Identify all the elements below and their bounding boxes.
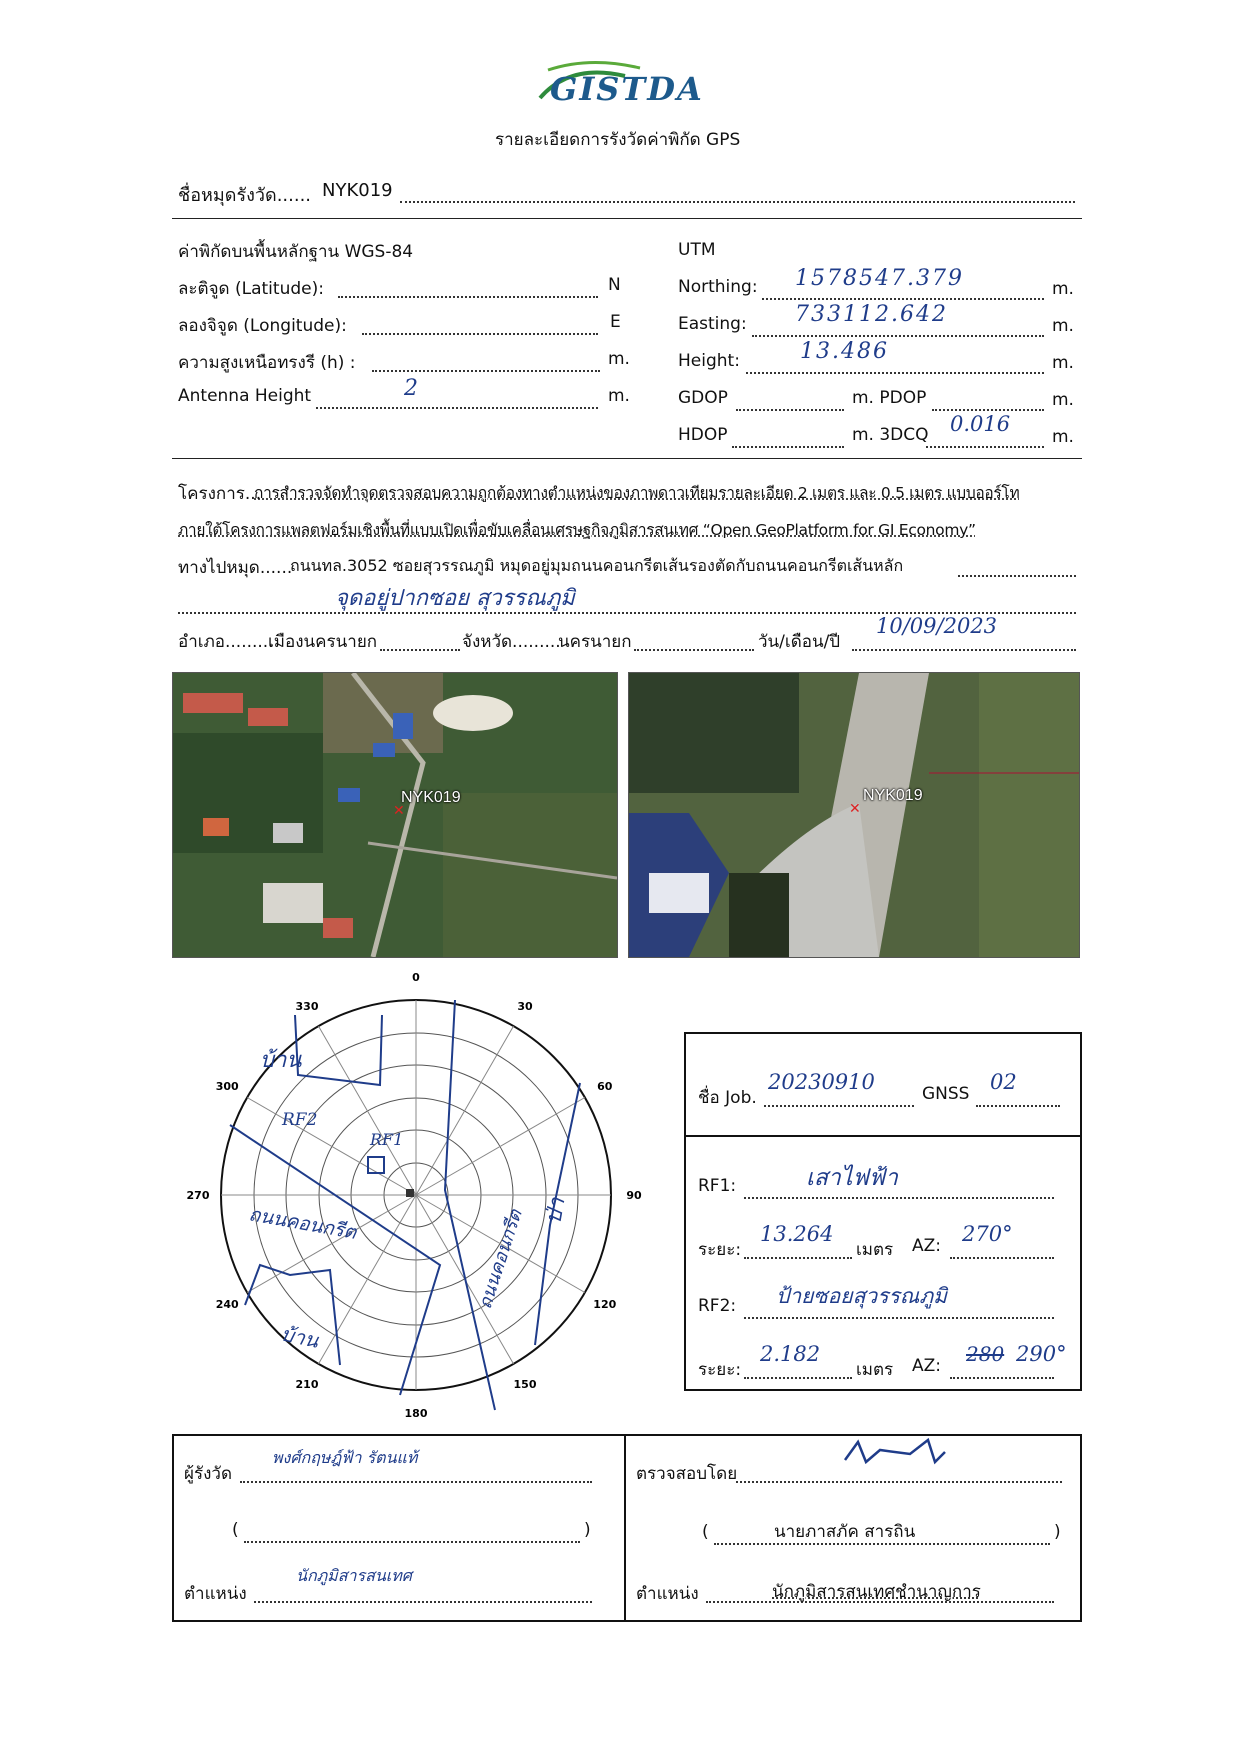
- rf2-az-struck: 280: [966, 1342, 1005, 1366]
- rf2-meter-label: เมตร: [856, 1360, 894, 1380]
- rf1-value: เสาไฟฟ้า: [806, 1165, 898, 1191]
- antenna-field[interactable]: [316, 389, 598, 409]
- checker-signature-icon: [840, 1432, 970, 1472]
- skyplot-angle-label: 270: [186, 1189, 210, 1202]
- easting-unit: m.: [1052, 316, 1074, 336]
- lat-field[interactable]: [338, 278, 598, 298]
- wgs-title: ค่าพิกัดบนพื้นหลักฐาน WGS-84: [178, 242, 414, 262]
- skyplot-hand-rf1: RF1: [370, 1130, 404, 1149]
- skyplot-hand-house-bottom: บ้าน: [278, 1321, 321, 1353]
- dcq-value: 0.016: [950, 412, 1011, 436]
- lon-field[interactable]: [362, 315, 598, 335]
- satellite-pin-label-closeup: NYK019: [863, 787, 923, 804]
- rf1-dist-value: 13.264: [760, 1222, 834, 1246]
- gdop-label: GDOP: [678, 388, 728, 408]
- pin-marker-icon: ✕: [393, 803, 405, 819]
- skyplot-angle-label: 150: [513, 1377, 537, 1391]
- pdop-field[interactable]: [932, 391, 1044, 411]
- skyplot-angle-label: 300: [215, 1080, 239, 1093]
- height-field[interactable]: [746, 354, 1044, 374]
- skyplot-angle-label: 180: [404, 1407, 428, 1420]
- logo-text: GISTDA: [550, 70, 704, 108]
- lat-label: ละติจูด (Latitude):: [178, 279, 324, 299]
- date-label: วัน/เดือน/ปี: [758, 632, 841, 652]
- lon-unit: E: [610, 312, 621, 332]
- logo: [530, 58, 730, 118]
- district-value: เมืองนครนายก: [268, 632, 378, 652]
- satellite-image-closeup: [628, 672, 1080, 958]
- antenna-label: Antenna Height: [178, 386, 312, 406]
- pdop-unit: m.: [1052, 390, 1074, 410]
- skyplot-angle-label: 330: [295, 1000, 319, 1014]
- pin-marker-icon: ✕: [849, 801, 861, 817]
- height-label: Height:: [678, 351, 740, 371]
- satellite-pin-label-overview: NYK019: [401, 789, 461, 806]
- surveyor-paren-close: ): [584, 1520, 591, 1540]
- route-dots: [958, 557, 1076, 577]
- district-label: อำเภอ.........: [178, 632, 274, 652]
- checker-name: นายภาสภัค สารถิน: [774, 1522, 916, 1542]
- easting-value: 733112.642: [795, 302, 948, 327]
- route-label: ทางไปหมุด......: [178, 558, 293, 578]
- rf2-label: RF2:: [698, 1296, 737, 1316]
- district-dots: [380, 631, 460, 651]
- skyplot-angle-label: 90: [626, 1189, 642, 1202]
- surveyor-label: ผู้รังวัด: [184, 1464, 232, 1484]
- gdop-field[interactable]: [736, 391, 844, 411]
- height-ellipsoid-label: ความสูงเหนือทรงรี (h) :: [178, 353, 356, 373]
- utm-title: UTM: [678, 240, 716, 260]
- job-label: ชื่อ Job.: [698, 1088, 757, 1108]
- gnss-label: GNSS: [922, 1084, 970, 1104]
- satellite-image-overview: [172, 672, 618, 958]
- surveyor-position-label: ตำแหน่ง: [184, 1584, 247, 1604]
- height-ellipsoid-unit: m.: [608, 349, 630, 369]
- province-dots: [634, 631, 754, 651]
- skyplot-hand-forest: ป่า: [541, 1195, 571, 1227]
- rf2-dist-value: 2.182: [760, 1342, 821, 1366]
- page-subtitle: รายละเอียดการรังวัดค่าพิกัด GPS: [495, 130, 741, 150]
- dcq-unit: m.: [1052, 427, 1074, 447]
- rf1-meter-label: เมตร: [856, 1240, 894, 1260]
- easting-label: Easting:: [678, 314, 747, 334]
- gnss-field[interactable]: [976, 1087, 1060, 1107]
- rf2-az-label: AZ:: [912, 1356, 942, 1376]
- rf2-az-value: 290°: [1016, 1342, 1067, 1366]
- skyplot-hand-rf2: RF2: [282, 1110, 318, 1130]
- surveyor-paren-open: (: [232, 1520, 239, 1540]
- checker-paren-close: ): [1054, 1522, 1061, 1542]
- route-handwritten: จุดอยู่ปากซอย สุวรรณภูมิ: [335, 586, 575, 611]
- surveyor-name: พงศ์กฤษฎ์ฟ้า รัตนแท้: [272, 1448, 418, 1467]
- skyplot-chart: [170, 965, 670, 1425]
- divider-2: [172, 458, 1082, 459]
- rf1-field[interactable]: [744, 1179, 1054, 1199]
- skyplot-angle-label: 120: [593, 1298, 617, 1311]
- project-line-1: การสำรวจจัดทำจุดตรวจสอบความถูกต้องทางตำแหน่งของภาพดาวเทียมรายละเอียด 2 เมตร และ 0.5 เมตร แบบออร์โท: [254, 484, 1020, 502]
- surveyor-position: นักภูมิสารสนเทศ: [296, 1566, 412, 1585]
- northing-value: 1578547.379: [795, 266, 964, 291]
- rf1-az-value: 270°: [962, 1222, 1013, 1246]
- skyplot-angle-label: 0: [412, 971, 420, 984]
- province-label: จังหวัด.........: [462, 632, 561, 652]
- checked-label: ตรวจสอบโดย: [636, 1464, 738, 1484]
- skyplot-hand-road-2: ถนนคอนกรีต: [474, 1207, 527, 1312]
- hdop-label: HDOP: [678, 425, 728, 445]
- divider-1: [172, 218, 1082, 219]
- checker-position-label: ตำแหน่ง: [636, 1584, 699, 1604]
- northing-label: Northing:: [678, 277, 758, 297]
- rf1-label: RF1:: [698, 1176, 737, 1196]
- gnss-value: 02: [990, 1070, 1017, 1094]
- lon-label: ลองจิจูด (Longitude):: [178, 316, 347, 336]
- project-label: โครงการ...: [178, 484, 262, 504]
- height-ellipsoid-field[interactable]: [372, 352, 600, 372]
- skyplot-center: [406, 1189, 414, 1197]
- route-text: ถนนทล.3052 ซอยสุวรรณภูมิ หมุดอยู่มุมถนนคอนกรีตเส้นรองตัดกับถนนคอนกรีตเส้นหลัก: [290, 556, 904, 575]
- skyplot-angle-label: 30: [517, 1000, 533, 1014]
- lat-unit: N: [608, 275, 621, 295]
- height-unit: m.: [1052, 353, 1074, 373]
- surveyor-paren-field[interactable]: [244, 1523, 580, 1543]
- height-value: 13.486: [800, 339, 889, 364]
- station-name: NYK019: [322, 180, 393, 201]
- northing-unit: m.: [1052, 279, 1074, 299]
- skyplot-spoke: [416, 1026, 514, 1195]
- skyplot-reference-marker: [368, 1157, 384, 1173]
- antenna-value: 2: [404, 376, 418, 401]
- hdop-field[interactable]: [732, 428, 844, 448]
- job-value: 20230910: [768, 1070, 875, 1094]
- province-value: นครนายก: [558, 632, 632, 652]
- checker-paren-open: (: [702, 1522, 709, 1542]
- signature-divider: [624, 1434, 626, 1622]
- rf2-dist-label: ระยะ:: [698, 1360, 742, 1380]
- skyplot-hand-road: ถนนคอนกรีต: [247, 1203, 358, 1244]
- pdop-label: m. PDOP: [852, 388, 927, 408]
- rf1-dist-label: ระยะ:: [698, 1240, 742, 1260]
- dcq-label: m. 3DCQ: [852, 425, 929, 445]
- skyplot-hand-house-top: บ้าน: [260, 1048, 302, 1073]
- station-label: ชื่อหมุดรังวัด......: [178, 185, 312, 206]
- checker-position: นักภูมิสารสนเทศชำนาญการ: [772, 1582, 981, 1602]
- date-value: 10/09/2023: [876, 614, 998, 638]
- rf1-az-label: AZ:: [912, 1236, 942, 1256]
- rf2-value: ป้ายซอยสุวรรณภูมิ: [776, 1284, 947, 1308]
- route-line-2: [178, 594, 1076, 614]
- skyplot-angle-label: 210: [295, 1377, 319, 1391]
- antenna-unit: m.: [608, 386, 630, 406]
- project-line-2: ภายใต้โครงการแพลตฟอร์มเชิงพื้นที่แบบเปิดเพื่อขับเคลื่อนเศรษฐกิจภูมิสารสนเทศ “Open GeoPlatform for GI Economy”: [178, 521, 976, 539]
- station-dots: [400, 183, 1075, 203]
- skyplot-angle-label: 240: [215, 1298, 239, 1311]
- skyplot-angle-label: 60: [597, 1080, 613, 1093]
